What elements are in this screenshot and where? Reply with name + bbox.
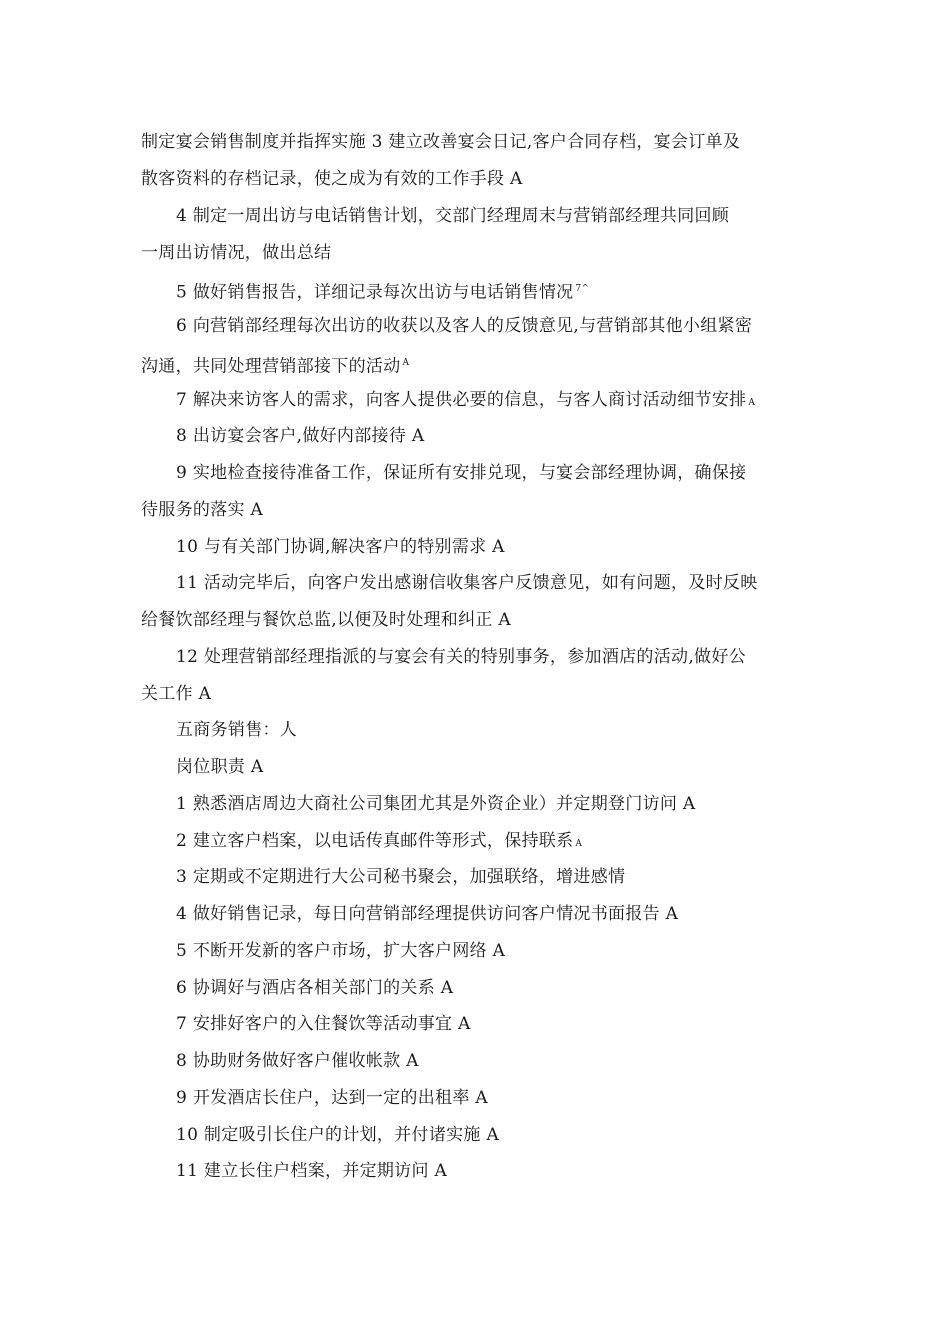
list-item (176, 830, 582, 855)
list-item: 7 安排好客户的入住餐饮等活动事宜 A (176, 1014, 471, 1034)
text-line: 关工作 A (141, 684, 212, 704)
list-item: 4 做好销售记录，每日向营销部经理提供访问客户情况书面报告 A (176, 904, 679, 924)
list-item: 10 制定吸引长住户的计划，并付诸实施 A (176, 1125, 500, 1145)
superscript-mark: A (402, 358, 410, 368)
text-line (176, 278, 589, 304)
list-item: 9 开发酒店长住户，达到一定的出租率 A (176, 1088, 488, 1108)
small-mark: A (575, 839, 583, 849)
text-line: 散客资料的存档记录，使之成为有效的工作手段 A (141, 169, 523, 189)
text-line-content: 7 解决来访客人的需求，向客人提供必要的信息，与客人商讨活动细节安排 (176, 390, 747, 410)
text-line: 8 出访宴会客户,做好内部接待 A (176, 426, 425, 446)
list-item: 11 建立长住户档案，并定期访问 A (176, 1161, 448, 1181)
section-heading: 五商务销售：人 (176, 720, 298, 740)
list-item: 1 熟悉酒店周边大商社公司集团尤其是外资企业）并定期登门访问 A (176, 794, 696, 814)
text-line-content: 5 做好销售报告，详细记录每次出访与电话销售情况 (176, 282, 574, 303)
text-line: 6 向营销部经理每次出访的收获以及客人的反馈意见,与营销部其他小组紧密 (176, 316, 753, 336)
text-line: 9 实地检查接待准备工作，保证所有安排兑现，与宴会部经理协调，确保接 (176, 463, 747, 483)
subsection-heading: 岗位职责 A (176, 757, 264, 777)
text-line: 待服务的落实 A (141, 500, 264, 520)
text-line: 给餐饮部经理与餐饮总监,以便及时处理和纠正 A (141, 610, 511, 630)
text-line: 4 制定一周出访与电话销售计划，交部门经理周末与营销部经理共同回顾 (176, 206, 730, 226)
list-item: 8 协助财务做好客户催收帐款 A (176, 1051, 419, 1071)
list-item: 5 不断开发新的客户市场，扩大客户网络 A (176, 941, 506, 961)
list-item: 3 定期或不定期进行大公司秘书聚会，加强联络，增进感情 (176, 867, 626, 887)
text-line-content: 沟通，共同处理营销部接下的活动 (141, 356, 401, 377)
text-line (176, 389, 755, 414)
small-mark: A (748, 398, 756, 408)
text-line: 11 活动完毕后，向客户发出感谢信收集客户反馈意见，如有问题，及时反映 (176, 573, 758, 593)
text-line: 10 与有关部门协调,解决客户的特别需求 A (176, 537, 505, 557)
text-line (141, 352, 409, 378)
text-line-content: 2 建立客户档案，以电话传真邮件等形式，保持联系 (176, 831, 574, 851)
list-item: 6 协调好与酒店各相关部门的关系 A (176, 978, 454, 998)
superscript-mark: 7^ (575, 284, 590, 294)
text-line: 12 处理营销部经理指派的与宴会有关的特别事务，参加酒店的活动,做好公 (176, 647, 746, 667)
text-line: 一周出访情况，做出总结 (141, 243, 332, 263)
text-line: 制定宴会销售制度并指挥实施 3 建立改善宴会日记,客户合同存档，宴会订单及 (141, 132, 741, 152)
